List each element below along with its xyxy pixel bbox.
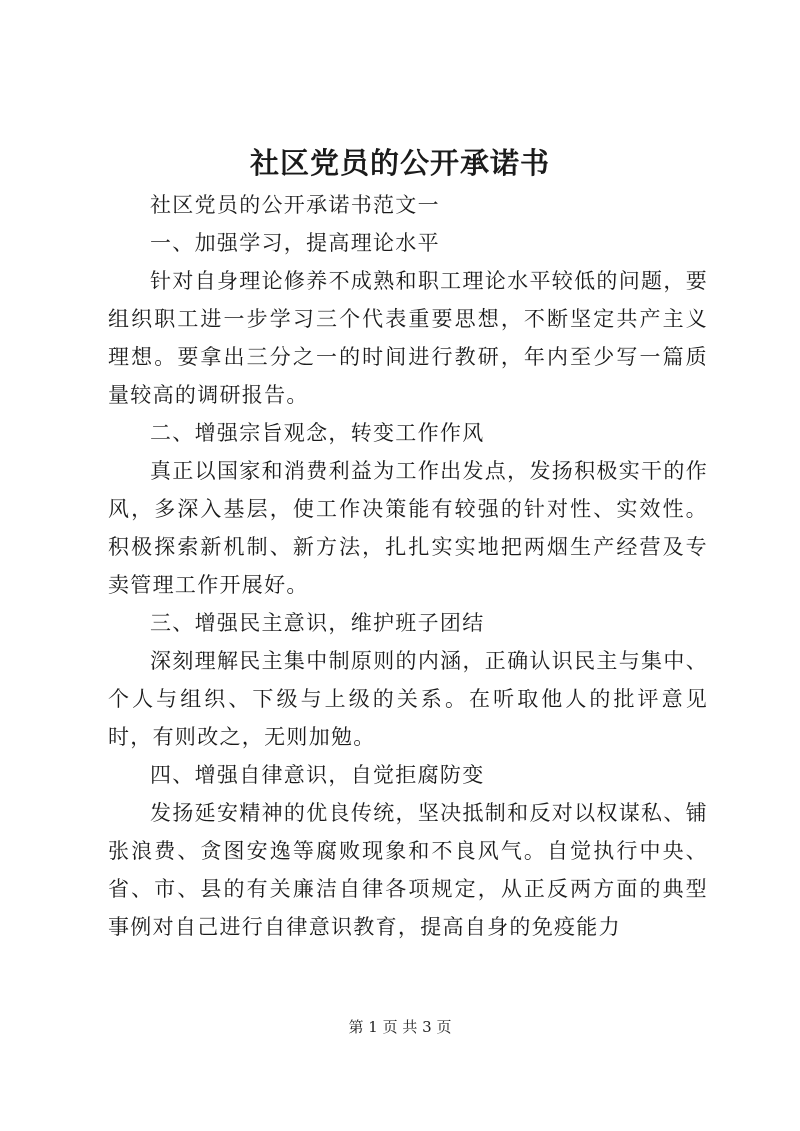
section-body-3: 深刻理解民主集中制原则的内涵，正确认识民主与集中、个人与组织、下级与上级的关系。在听取他人的批评意见时，有则改之，无则加勉。	[108, 649, 708, 749]
section-heading-3: 三、增强民主意识，维护班子团结	[150, 611, 485, 635]
section-body-4: 发扬延安精神的优良传统，坚决抵制和反对以权谋私、铺张浪费、贪图安逸等腐败现象和不良风气。自觉执行中央、省、市、县的有关廉洁自律各项规定，从正反两方面的典型事例对自己进行自律意识教育，提高自身的免疫能力	[108, 801, 708, 939]
document-body	[108, 186, 708, 946]
section-body-2: 真正以国家和消费利益为工作出发点，发扬积极实干的作风，多深入基层，使工作决策能有较强的针对性、实效性。积极探索新机制、新方法，扎扎实实地把两烟生产经营及专卖管理工作开展好。	[108, 459, 708, 597]
document-title: 社区党员的公开承诺书	[249, 146, 550, 180]
section-heading-2: 二、增强宗旨观念，转变工作作风	[150, 421, 485, 445]
subtitle-paragraph: 社区党员的公开承诺书范文一	[150, 193, 440, 217]
section-heading-4: 四、增强自律意识，自觉拒腐防变	[150, 763, 485, 787]
section-heading-1: 一、加强学习，提高理论水平	[150, 231, 440, 255]
page-number-footer: 第 1 页 共 3 页	[348, 1018, 452, 1036]
section-body-1: 针对自身理论修养不成熟和职工理论水平较低的问题，要组织职工进一步学习三个代表重要思想，不断坚定共产主义理想。要拿出三分之一的时间进行教研，年内至少写一篇质量较高的调研报告。	[108, 269, 708, 407]
